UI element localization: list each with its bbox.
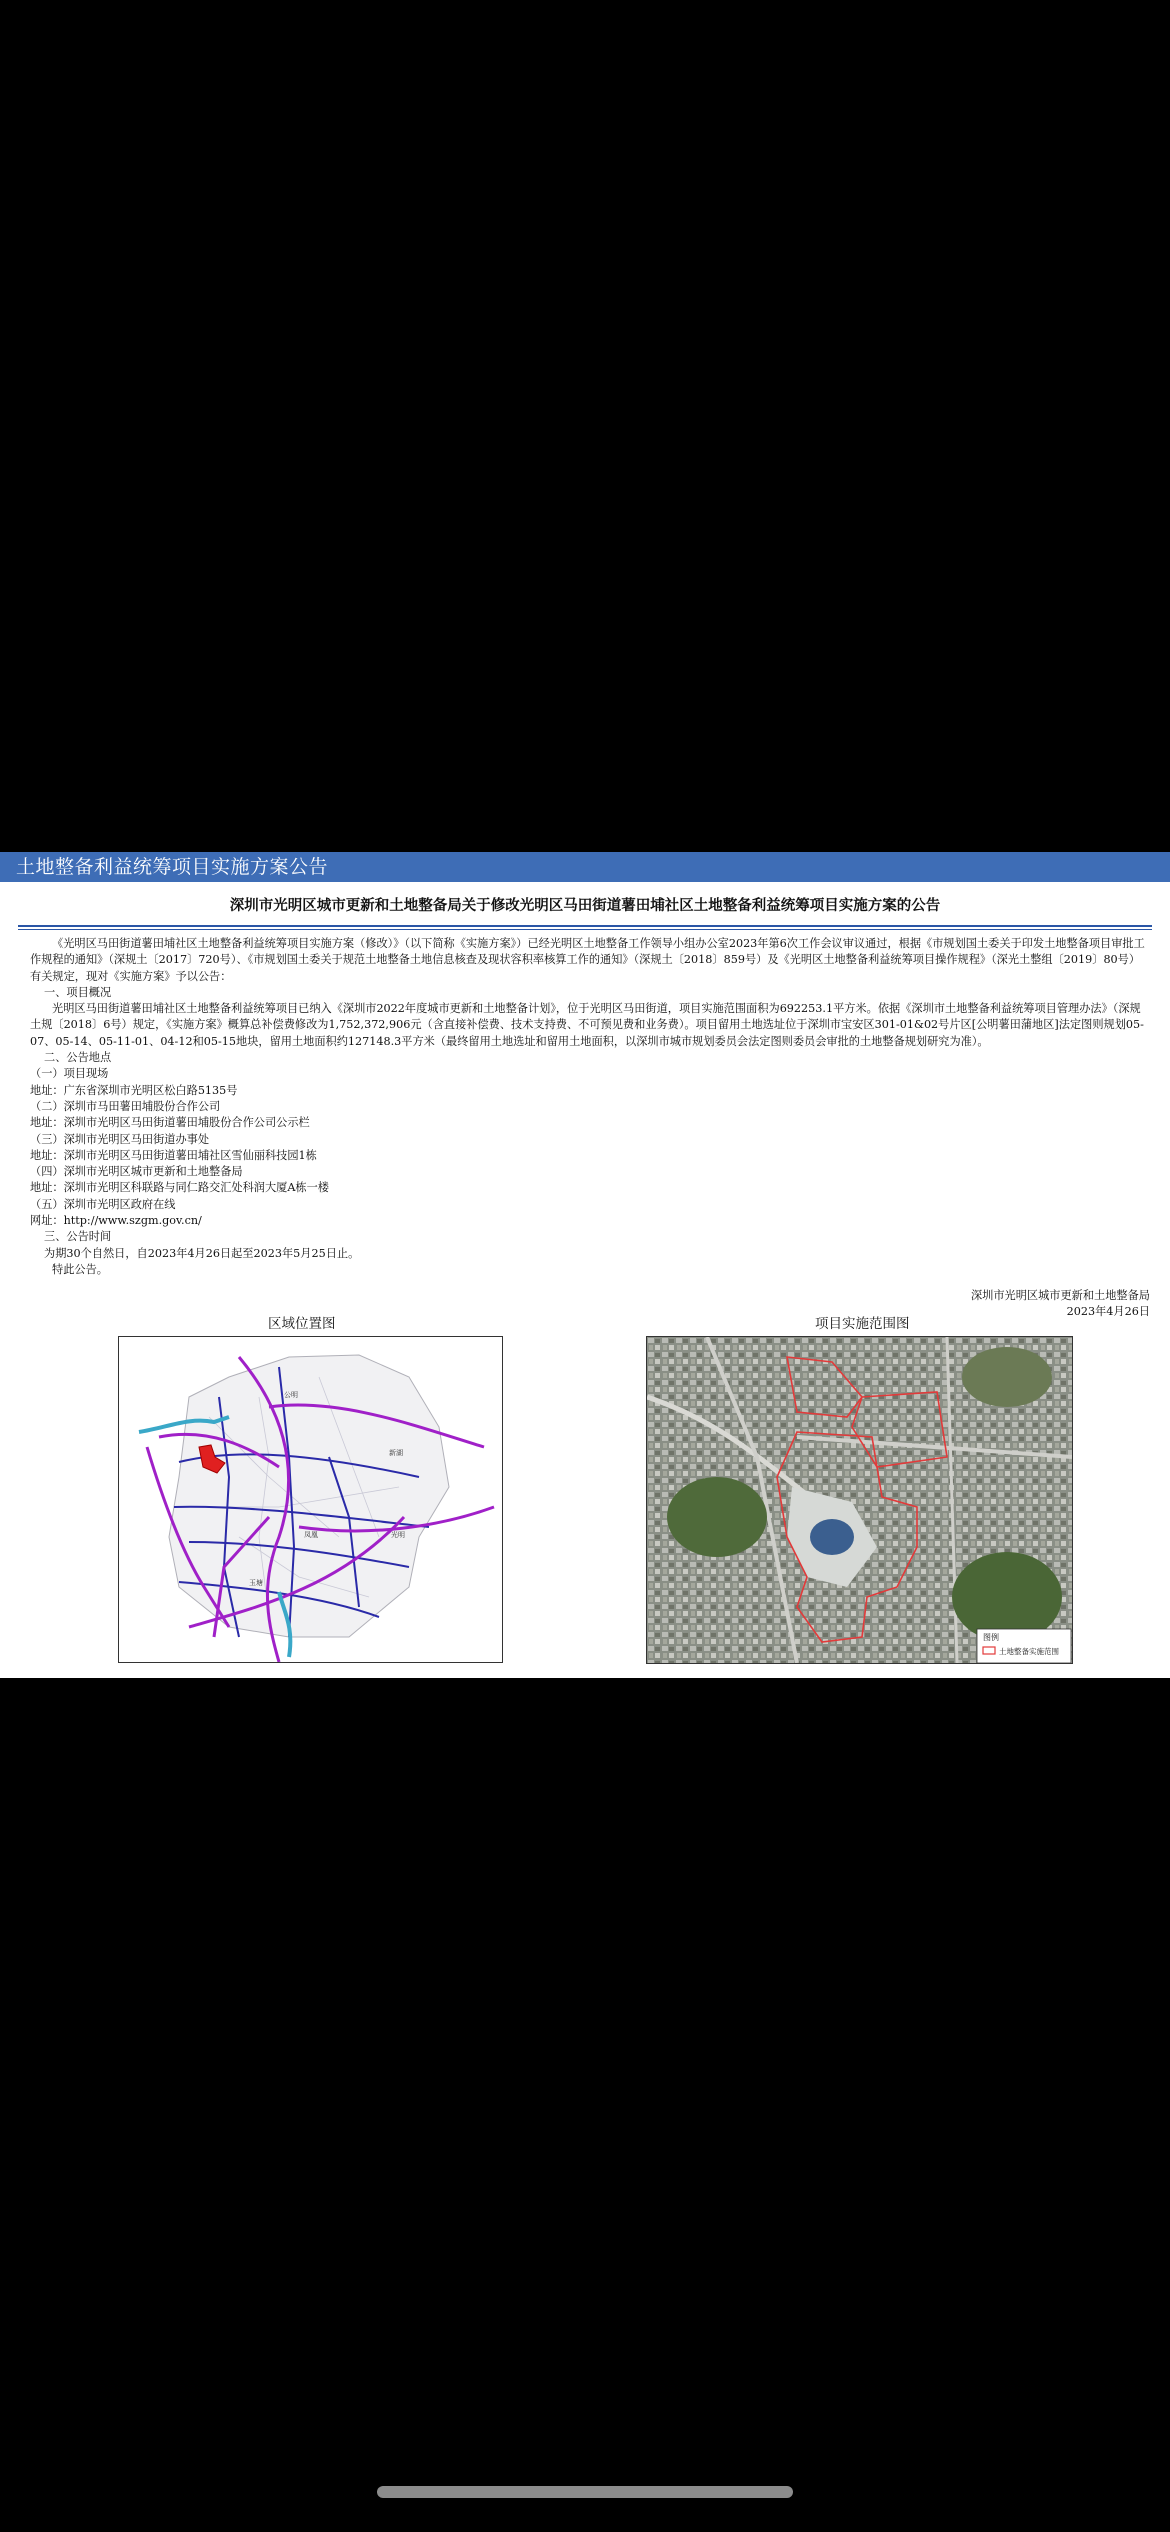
- location-4-address: 地址：深圳市光明区科联路与同仁路交汇处科润大厦A栋一楼: [30, 1181, 329, 1195]
- section-1-heading: 一、项目概况: [44, 985, 112, 999]
- section-3-body: 为期30个自然日，自2023年4月26日起至2023年5月25日止。: [44, 1246, 360, 1260]
- notice-date: 2023年4月26日: [1066, 1305, 1150, 1319]
- notice-banner: 土地整备利益统筹项目实施方案公告: [0, 852, 1170, 882]
- regional-location-map: [118, 1336, 503, 1663]
- map-label-guangming: 光明: [391, 1531, 405, 1539]
- map-label-yutang: 玉塘: [249, 1579, 263, 1587]
- notice-body: [30, 936, 1150, 1278]
- section-2-heading: 二、公告地点: [44, 1051, 112, 1065]
- location-2-name: （二）深圳市马田薯田埔股份合作公司: [30, 1099, 221, 1113]
- map-label-fenghuang: 凤凰: [304, 1531, 318, 1539]
- closing-text: 特此公告。: [52, 1262, 108, 1276]
- legend-title: 图例: [983, 1633, 999, 1642]
- intro-paragraph: 《光明区马田街道薯田埔社区土地整备利益统筹项目实施方案（修改）》（以下简称《实施方案》）已经光明区土地整备工作领导小组办公室2023年第6次工作会议审议通过，根据《市规划国土委关于印发土地整备项目审批工作规程的通知》（深规土〔2017〕720号）、《市规划国土委关于规范土地整备土地信息核查及现状容积率核算工作的通知》（深规土〔2018〕859号）及《光明区土地整备利益统筹项目操作规程》（深光土整组〔2019〕80号）有关规定，现对《实施方案》予以公告：: [30, 937, 1145, 983]
- map-label-gongming: 公明: [284, 1391, 298, 1399]
- notice-document: [0, 852, 1170, 1678]
- notice-title: 深圳市光明区城市更新和土地整备局关于修改光明区马田街道薯田埔社区土地整备利益统筹项目实施方案的公告: [229, 897, 941, 914]
- regional-map-graphic: [119, 1337, 502, 1662]
- location-4-name: （四）深圳市光明区城市更新和土地整备局: [30, 1165, 243, 1179]
- section-1-body: 光明区马田街道薯田埔社区土地整备利益统筹项目已纳入《深圳市2022年度城市更新和土地整备计划》，位于光明区马田街道，项目实施范围面积为692253.1平方米。依据《深圳市土地整备利益统筹项目管理办法》（深规土规〔2018〕6号）规定，《实施方案》概算总补偿费修改为1,752,372,906元（含直接补偿费、技术支持费、不可预见费和业务费）。项目留用土地选址位于深圳市宝安区301-01&02号片区[公明薯田蒲地区]法定图则规划05-07、05-14、05-11-01、04-12和05-15地块，留用土地面积约127148.3平方米（最终留用土地选址和留用土地面积，以深圳市城市规划委员会法定图则委员会审批的土地整备规划研究为准）。: [30, 1002, 1144, 1048]
- map-label-xinhu: 新湖: [389, 1449, 403, 1457]
- location-1-name: （一）项目现场: [30, 1067, 109, 1081]
- legend-item-label: 土地整备实施范围: [999, 1647, 1059, 1656]
- location-2-address: 地址：深圳市光明区马田街道薯田埔股份合作公司公示栏: [30, 1116, 310, 1130]
- satellite-map-graphic: [647, 1337, 1072, 1663]
- location-3-name: （三）深圳市光明区马田街道办事处: [30, 1132, 210, 1146]
- project-scope-map: [646, 1336, 1073, 1664]
- location-3-address: 地址：深圳市光明区马田街道薯田埔社区雪仙丽科技园1栋: [30, 1148, 317, 1162]
- location-5-website[interactable]: 网址：http://www.szgm.gov.cn/: [30, 1214, 202, 1228]
- section-3-heading: 三、公告时间: [44, 1230, 112, 1244]
- location-1-address: 地址：广东省深圳市光明区松白路5135号: [30, 1083, 238, 1097]
- left-map-caption: 区域位置图: [268, 1316, 336, 1332]
- signer-name: 深圳市光明区城市更新和土地整备局: [970, 1289, 1150, 1303]
- right-map-caption: 项目实施范围图: [815, 1316, 910, 1332]
- title-divider: [18, 925, 1152, 930]
- location-5-name: （五）深圳市光明区政府在线: [30, 1197, 176, 1211]
- home-indicator[interactable]: [377, 2486, 793, 2498]
